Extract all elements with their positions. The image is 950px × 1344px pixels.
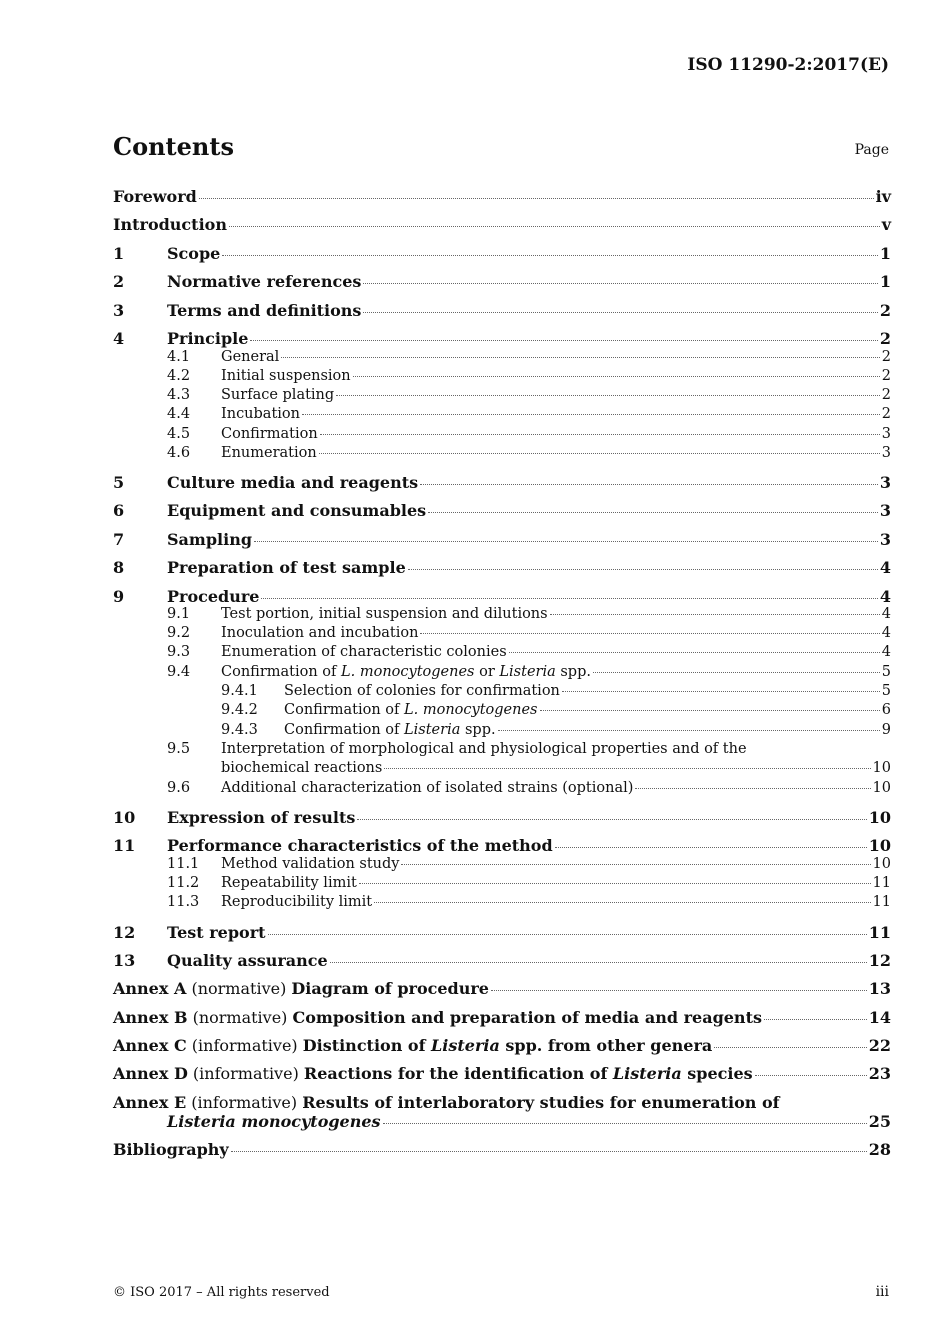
toc-entry-9-4-3[interactable]: 9.4.3 Confirmation of Listeria spp. 9 [221, 722, 891, 738]
page-number: iii [875, 1284, 889, 1300]
toc-entry-9-2[interactable]: 9.2 Inoculation and incubation 4 [167, 625, 891, 641]
toc-entry-bibliography[interactable]: Bibliography 28 [113, 1140, 891, 1159]
standard-identifier: ISO 11290-2:2017(E) [687, 55, 889, 75]
toc-entry-11-2[interactable]: 11.2 Repeatability limit 11 [167, 875, 891, 891]
toc-entry-9-6[interactable]: 9.6 Additional characterization of isolated strains (optional) 10 [167, 780, 891, 796]
toc-entry-9-3[interactable]: 9.3 Enumeration of characteristic colonies 4 [167, 644, 891, 660]
toc-entry-annex-a[interactable]: Annex A (normative) Diagram of procedure 13 [113, 979, 891, 998]
toc-entry-2[interactable]: 2 Normative references 1 [113, 272, 891, 291]
copyright-notice: © ISO 2017 – All rights reserved [113, 1285, 330, 1300]
toc-entry-13[interactable]: 13 Quality assurance 12 [113, 951, 891, 970]
toc-entry-4-2[interactable]: 4.2 Initial suspension 2 [167, 368, 891, 384]
toc-entry-4-3[interactable]: 4.3 Surface plating 2 [167, 387, 891, 403]
toc-entry-11-1[interactable]: 11.1 Method validation study 10 [167, 856, 891, 872]
toc-entry-4-6[interactable]: 4.6 Enumeration 3 [167, 445, 891, 461]
toc-entry-9-4-2[interactable]: 9.4.2 Confirmation of L. monocytogenes 6 [221, 702, 891, 718]
toc-entry-introduction[interactable]: Introduction v [113, 215, 891, 234]
toc-entry-8[interactable]: 8 Preparation of test sample 4 [113, 558, 891, 577]
toc-entry-9-1[interactable]: 9.1 Test portion, initial suspension and dilutions 4 [167, 606, 891, 622]
toc-entry-9-4-1[interactable]: 9.4.1 Selection of colonies for confirmation 5 [221, 683, 891, 699]
toc-entry-4[interactable]: 4 Principle 2 [113, 329, 891, 348]
toc-entry-6[interactable]: 6 Equipment and consumables 3 [113, 501, 891, 520]
toc-entry-5[interactable]: 5 Culture media and reagents 3 [113, 473, 891, 492]
toc-entry-9-5-line2[interactable]: biochemical reactions 10 [221, 760, 891, 776]
toc-entry-9-4[interactable]: 9.4 Confirmation of L. monocytogenes or Listeria spp. 5 [167, 664, 891, 680]
toc-entry-12[interactable]: 12 Test report 11 [113, 923, 891, 942]
toc-entry-4-4[interactable]: 4.4 Incubation 2 [167, 406, 891, 422]
toc-entry-3[interactable]: 3 Terms and definitions 2 [113, 301, 891, 320]
toc-entry-10[interactable]: 10 Expression of results 10 [113, 808, 891, 827]
toc-entry-annex-e-line2[interactable]: Listeria monocytogenes 25 [167, 1112, 891, 1131]
toc-entry-annex-d[interactable]: Annex D (informative) Reactions for the identification of Listeria species 23 [113, 1064, 891, 1083]
toc-entry-4-1[interactable]: 4.1 General 2 [167, 349, 891, 365]
page-title: Contents [113, 132, 234, 161]
toc-entry-annex-c[interactable]: Annex C (informative) Distinction of Listeria spp. from other genera 22 [113, 1036, 891, 1055]
toc-entry-1[interactable]: 1 Scope 1 [113, 244, 891, 263]
toc-entry-annex-b[interactable]: Annex B (normative) Composition and preparation of media and reagents 14 [113, 1008, 891, 1027]
toc-entry-9[interactable]: 9 Procedure 4 [113, 587, 891, 606]
toc-entry-7[interactable]: 7 Sampling 3 [113, 530, 891, 549]
toc-entry-4-5[interactable]: 4.5 Confirmation 3 [167, 426, 891, 442]
toc-entry-11[interactable]: 11 Performance characteristics of the method 10 [113, 836, 891, 855]
toc-entry-annex-e-line1[interactable]: Annex E (informative) Results of interlaboratory studies for enumeration of [113, 1093, 780, 1112]
page-column-label: Page [854, 142, 889, 158]
toc-entry-9-5-line1[interactable]: 9.5 Interpretation of morphological and physiological properties and of the [167, 741, 747, 757]
toc-entry-11-3[interactable]: 11.3 Reproducibility limit 11 [167, 894, 891, 910]
toc-entry-foreword[interactable]: Foreword iv [113, 187, 891, 206]
